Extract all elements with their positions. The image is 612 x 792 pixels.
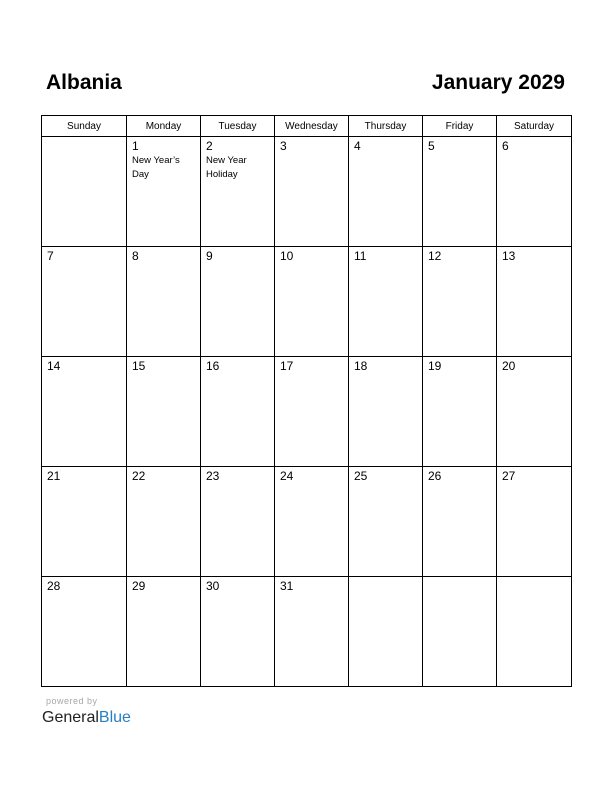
day-cell (275, 467, 349, 577)
day-cell (423, 247, 497, 357)
holiday-label (201, 593, 274, 594)
day-number: 14 (47, 359, 61, 373)
day-cell (423, 137, 497, 247)
day-number: 23 (206, 469, 220, 483)
day-number: 16 (206, 359, 220, 373)
day-number: 26 (428, 469, 442, 483)
holiday-label (349, 579, 422, 580)
logo-text-blue: Blue (98, 709, 131, 726)
day-number: 9 (206, 249, 213, 263)
holiday-label (42, 483, 126, 484)
day-cell (349, 137, 423, 247)
generalblue-logo[interactable] (42, 708, 131, 728)
weekday-header-row (42, 116, 572, 137)
holiday-label (349, 483, 422, 484)
holiday-label (127, 593, 200, 594)
holiday-label (275, 593, 348, 594)
day-number: 29 (132, 579, 146, 593)
day-number: 30 (206, 579, 220, 593)
holiday-label (497, 483, 571, 484)
day-cell (42, 577, 127, 687)
weekday-tuesday: Tuesday (201, 116, 275, 137)
day-number: 25 (354, 469, 368, 483)
day-cell (127, 577, 201, 687)
weekday-wednesday: Wednesday (275, 116, 349, 137)
holiday-label (42, 139, 126, 140)
day-number: 12 (428, 249, 442, 263)
day-cell (349, 467, 423, 577)
holiday-label (42, 593, 126, 594)
day-number: 3 (280, 139, 287, 153)
holiday-label (423, 373, 496, 374)
day-number: 6 (502, 139, 509, 153)
day-cell (201, 137, 275, 247)
weekday-saturday: Saturday (497, 116, 572, 137)
day-cell (201, 357, 275, 467)
day-cell (127, 467, 201, 577)
day-cell (127, 137, 201, 247)
holiday-label (349, 263, 422, 264)
day-number: 18 (354, 359, 368, 373)
day-cell (349, 577, 423, 687)
day-cell (349, 247, 423, 357)
day-cell (497, 247, 572, 357)
day-cell (42, 137, 127, 247)
day-cell (349, 357, 423, 467)
day-number: 31 (280, 579, 294, 593)
day-number: 27 (502, 469, 516, 483)
day-cell (497, 137, 572, 247)
day-cell (275, 247, 349, 357)
day-number: 7 (47, 249, 54, 263)
holiday-label (275, 153, 348, 154)
day-number: 11 (354, 249, 367, 263)
day-cell (42, 357, 127, 467)
weekday-thursday: Thursday (349, 116, 423, 137)
holiday-label (423, 579, 496, 580)
holiday-label (423, 483, 496, 484)
calendar-grid (41, 115, 572, 687)
day-number: 8 (132, 249, 139, 263)
day-cell (423, 357, 497, 467)
day-number: 17 (280, 359, 294, 373)
day-number: 5 (428, 139, 435, 153)
day-cell (127, 357, 201, 467)
day-number: 4 (354, 139, 361, 153)
holiday-label (349, 373, 422, 374)
holiday-label: New Year Holiday (206, 155, 247, 180)
country-title: Albania (46, 71, 122, 94)
day-cell (275, 577, 349, 687)
day-cell (201, 247, 275, 357)
holiday-label (42, 263, 126, 264)
logo-text-general: General (42, 709, 99, 726)
weekday-sunday: Sunday (42, 116, 127, 137)
holiday-label (127, 373, 200, 374)
holiday-label (275, 483, 348, 484)
day-number: 10 (280, 249, 294, 263)
holiday-label (275, 263, 348, 264)
day-cell (42, 247, 127, 357)
holiday-label (423, 153, 496, 154)
day-number: 20 (502, 359, 516, 373)
holiday-label (201, 263, 274, 264)
day-cell (127, 247, 201, 357)
week-row-2 (42, 247, 572, 357)
day-number: 24 (280, 469, 294, 483)
day-number: 19 (428, 359, 442, 373)
day-number: 22 (132, 469, 146, 483)
holiday-label (275, 373, 348, 374)
month-year-title: January 2029 (431, 71, 565, 94)
week-row-1 (42, 137, 572, 247)
week-row-4 (42, 467, 572, 577)
holiday-label (127, 483, 200, 484)
day-cell (201, 467, 275, 577)
day-number: 1 (132, 139, 139, 153)
week-row-3 (42, 357, 572, 467)
day-cell (42, 467, 127, 577)
holiday-label (201, 373, 274, 374)
holiday-label (497, 153, 571, 154)
day-cell (497, 357, 572, 467)
holiday-label (127, 263, 200, 264)
day-cell (497, 467, 572, 577)
day-cell (275, 137, 349, 247)
holiday-label (497, 579, 571, 580)
day-number: 21 (47, 469, 61, 483)
day-number: 28 (47, 579, 61, 593)
day-cell (201, 577, 275, 687)
holiday-label (201, 483, 274, 484)
day-number: 13 (502, 249, 516, 263)
week-row-5 (42, 577, 572, 687)
day-number: 15 (132, 359, 146, 373)
day-cell (275, 357, 349, 467)
holiday-label (42, 373, 126, 374)
powered-by-text: powered by (46, 696, 98, 706)
holiday-label (497, 263, 571, 264)
day-cell (497, 577, 572, 687)
weekday-monday: Monday (127, 116, 201, 137)
holiday-label (349, 153, 422, 154)
day-number: 2 (206, 139, 213, 153)
day-cell (423, 577, 497, 687)
day-cell (423, 467, 497, 577)
holiday-label (423, 263, 496, 264)
weekday-friday: Friday (423, 116, 497, 137)
holiday-label (497, 373, 571, 374)
holiday-label: New Year’s Day (132, 155, 180, 180)
